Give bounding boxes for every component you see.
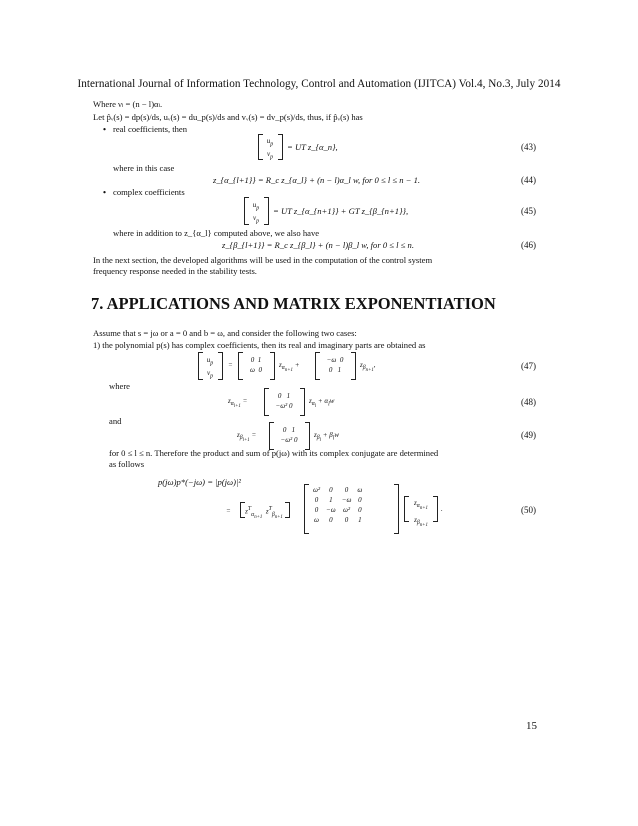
equation-49: $z_{\beta_{l+1}}$ = 0 1 −ω² 0 $z_{\beta_l} + \beta_lw$ bbox=[237, 422, 387, 452]
equation-48-number: (48) bbox=[521, 397, 536, 407]
equation-50: = $z^T_{\alpha_{n+1}}$ $z^T_{\beta_{n+1}}$ ω² 0 0 ω 0 1 −ω 0 0 −ω ω² 0 ω 0 0 1 $z_{\alpha_{n+1}}$ $z_{\beta_{n+1}}$ . bbox=[226, 484, 496, 534]
text-case-1: 1) the polynomial p(s) has complex coefficients, then its real and imaginary parts are obtained as bbox=[93, 340, 426, 350]
text-where-nu: Where νₗ = (n − l)αₗ. bbox=[93, 99, 163, 109]
text-assume: Assume that s = jω or a = 0 and b = ω, and consider the following two cases: bbox=[93, 328, 357, 338]
text-for-2: as follows bbox=[109, 459, 145, 469]
equation-45-rhs: = UT z_{α_{n+1}} + GT z_{β_{n+1}}, bbox=[273, 206, 409, 216]
equation-50-number: (50) bbox=[521, 505, 536, 515]
equation-43-rhs: = UT z_{α_n}, bbox=[287, 142, 338, 152]
text-let-p: Let p̂ᵥ(s) = dp(s)/ds, uᵥ(s) = du_p(s)/ds and vᵥ(s) = dv_p(s)/ds, thus, if p̂ᵥ(s) has bbox=[93, 112, 363, 122]
text-for-1: for 0 ≤ l ≤ n. Therefore the product and sum of p(jω) with its complex conjugate are determined bbox=[109, 448, 439, 458]
text-next-section-2: frequency response needed in the stability tests. bbox=[93, 266, 257, 276]
page-number: 15 bbox=[526, 720, 537, 732]
equation-47: $u_p$ $v_p$ = 0 1 ω 0 $z_{\alpha_{n+1}}$ + −ω 0 0 1 $z_{\beta_{n+1}}$, bbox=[198, 352, 478, 382]
equation-48: $z_{\alpha_{l+1}}$ = 0 1 −ω² 0 $z_{\alpha_l} + \alpha_lw$ bbox=[228, 388, 378, 418]
equation-49-number: (49) bbox=[521, 430, 536, 440]
equation-50-lhs: p(jω)p*(−jω) = |p(jω)|² bbox=[158, 477, 241, 487]
text-where-case: where in this case bbox=[113, 163, 175, 173]
journal-header: International Journal of Information Technology, Control and Automation (IJITCA) Vol.4, No.3, July 2014 bbox=[77, 78, 561, 90]
equation-46: z_{β_{l+1}} = R_c z_{β_l} + (n − l)β_l w, for 0 ≤ l ≤ n. bbox=[222, 240, 414, 250]
text-where-addition: where in addition to z_{α_l} computed above, we also have bbox=[113, 228, 320, 238]
equation-46-number: (46) bbox=[521, 240, 536, 250]
bullet-real-coefficients: • real coefficients, then bbox=[113, 124, 187, 134]
text-and: and bbox=[109, 416, 122, 426]
text-next-section-1: In the next section, the developed algorithms will be used in the computation of the control system bbox=[93, 255, 433, 265]
text-where: where bbox=[109, 381, 130, 391]
equation-43-number: (43) bbox=[521, 142, 536, 152]
equation-45-number: (45) bbox=[521, 206, 536, 216]
bullet-complex-coefficients: • complex coefficients bbox=[113, 187, 185, 197]
equation-44: z_{α_{l+1}} = R_c z_{α_l} + (n − l)α_l w, for 0 ≤ l ≤ n − 1. bbox=[213, 175, 421, 185]
section-heading: 7. APPLICATIONS AND MATRIX EXPONENTIATION bbox=[91, 294, 496, 313]
equation-44-number: (44) bbox=[521, 175, 536, 185]
equation-47-number: (47) bbox=[521, 361, 536, 371]
paper-page: International Journal of Information Technology, Control and Automation (IJITCA) Vol.4, No.3, July 2014 Where νₗ = (n − l)αₗ. Let p̂ᵥ(s) = dp(s)/ds, uᵥ(s) = du_p(s)/ds and vᵥ(s) = dv_p(s)/ds, thus, if p̂ᵥ(s) has • real coefficients, then $u_p$ $v_p$ = UT z_{α_n}, (43) where in this case z_{α_{l+1}} = R_c z_{α_l} + (n − l)α_l w, for 0 ≤ l ≤ n − 1. (44) • complex coefficients $u_p$ $v_p$ = UT z_{α_{n+1}} + GT z_{β_{n+1}}, (45) where in addition to z_{α_l} computed above, we also have z_{β_{l+1}} = R_c z_{β_l} + (n − l)β_l w, for 0 ≤ l ≤ n. (46) In the next section, the developed algorithms will be used in the computation of the control system frequency response needed in the stability tests. 7. APPLICATIONS AND MATRIX EXPONENTIATION Assume that s = jω or a = 0 and b = ω, and consider the following two cases: 1) the polynomial p(s) has complex coefficients, then its real and imaginary parts are obtained as $u_p$ $v_p$ = 0 1 ω 0 $z_{\alpha_{n+1}}$ + −ω 0 0 1 $z_{\beta_{n+1}}$, (47) where $z_{\alpha_{l+1}}$ = 0 1 −ω² 0 $z_{\alpha_l} + \alpha_lw$ (48) and $z_{\beta_{l+1}}$ = 0 1 −ω² 0 $z_{\beta_l} + \beta_lw$ (49) for 0 ≤ l ≤ n. Therefore the product and sum of p(jω) with its complex conjugate are determined as follows p(jω)p*(−jω) = |p(jω)|² = $z^T_{\alpha_{n+1}}$ $z^T_{\beta_{n+1}}$ ω² 0 0 ω 0 1 −ω 0 0 −ω ω² 0 ω 0 0 1 $z_{\alpha_{n+1}}$ $z_{\beta_{n+1}}$ . (50) 15 bbox=[0, 0, 638, 826]
